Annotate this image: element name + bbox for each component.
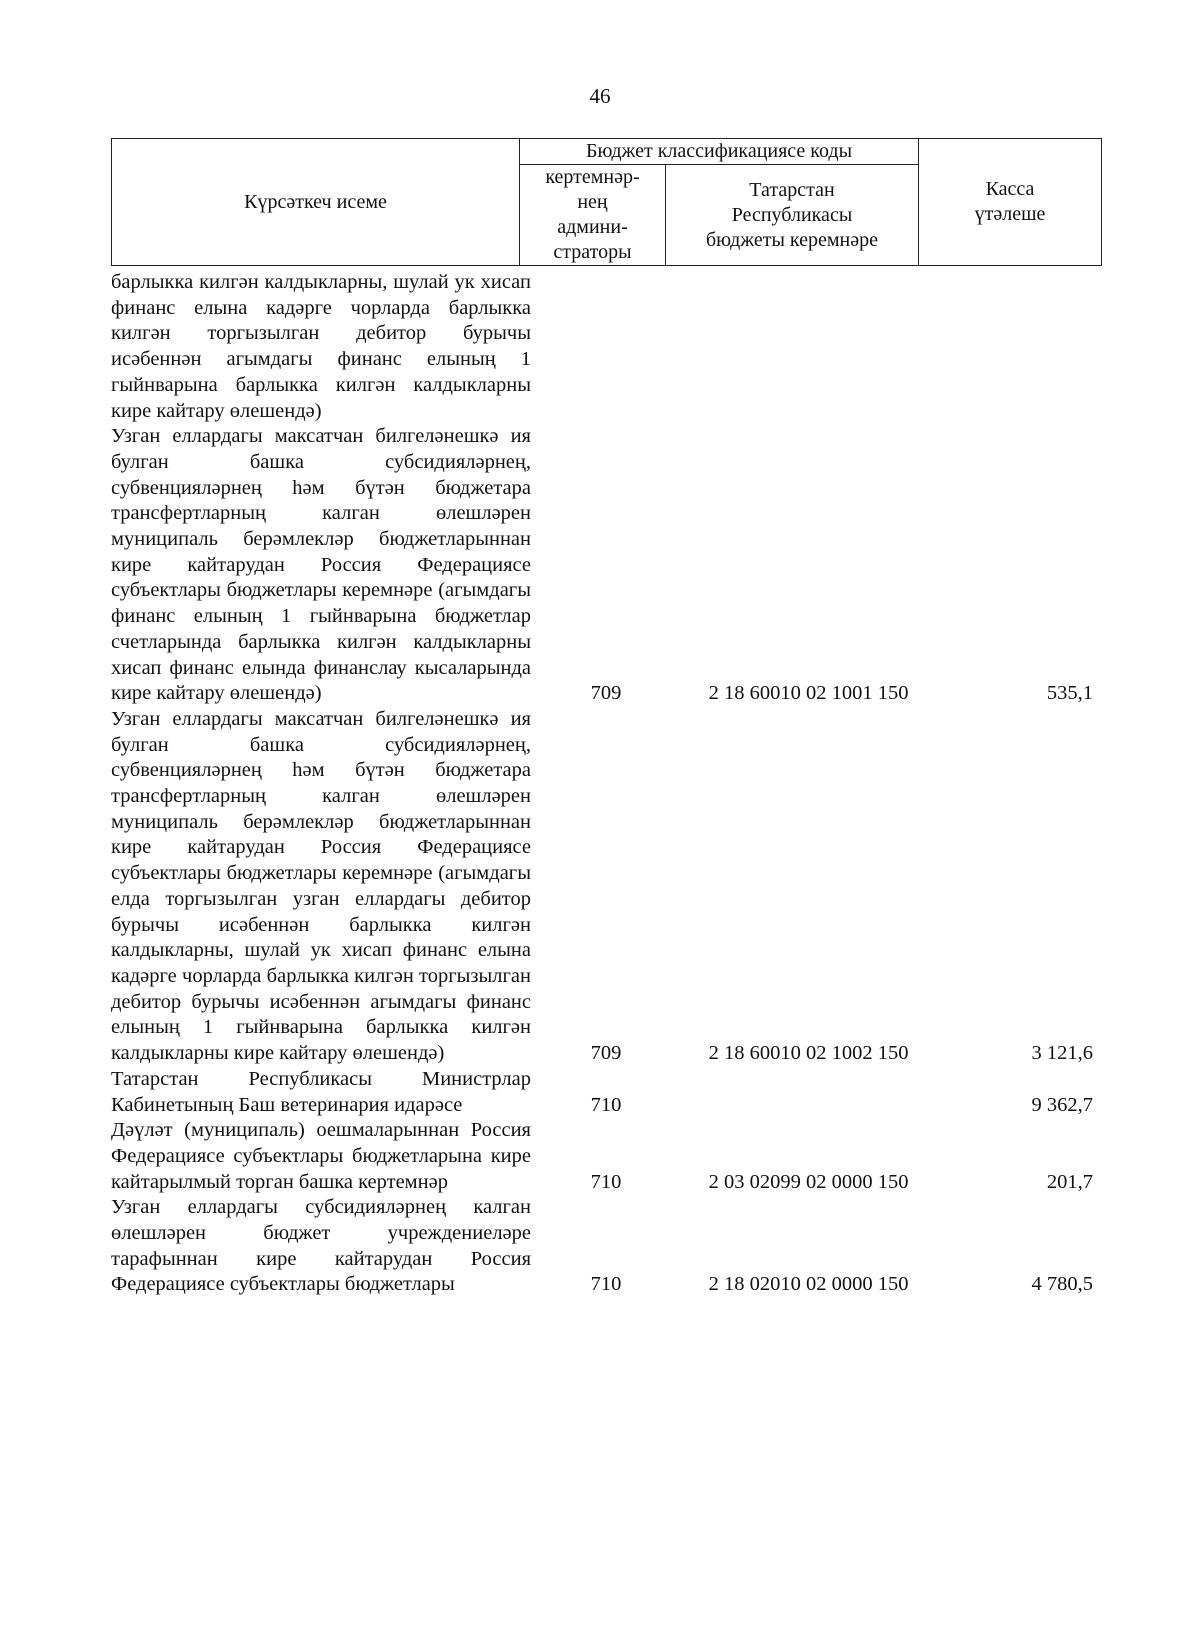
- row-budget-code: 2 18 60010 02 1002 150: [708, 1042, 909, 1065]
- row-name: Узган еллардагы субсидияләрнең калган өлешләрен бюджет учреждениеләре тарафыннан кире кайтарудан Россия Федерациясе субъектлары бюджетлары: [111, 1196, 531, 1296]
- header-budget-classification: Бюджет классификациясе коды: [520, 139, 919, 165]
- table-header: [111, 138, 1102, 266]
- row-admin-code: 710: [590, 1093, 622, 1116]
- row-admin-code: 709: [590, 682, 622, 705]
- row-amount: 3 121,6: [1031, 1042, 1093, 1065]
- row-name: Дәүләт (муниципаль) оешмаларыннан Россия Федерациясе субъектлары бюджетларына кире кайтарылмый торган башка кертемнәр: [111, 1119, 531, 1193]
- row-admin-code: 710: [590, 1170, 622, 1193]
- row-amount: 9 362,7: [1031, 1093, 1093, 1116]
- page-number: 46: [589, 84, 611, 108]
- table-row: [111, 1067, 1101, 1118]
- table-body: [111, 270, 1101, 1298]
- row-amount: 4 780,5: [1031, 1273, 1093, 1296]
- row-admin-code: 709: [590, 1042, 622, 1065]
- header-indicator-name: Күрсәткеч исеме: [112, 139, 520, 266]
- row-amount: 201,7: [1046, 1170, 1093, 1193]
- header-tatarstan-budget-revenues: Татарстан Республикасы бюджеты керемнәре: [666, 165, 919, 266]
- row-budget-code: 2 03 02099 02 0000 150: [708, 1170, 909, 1193]
- row-budget-code: 2 18 60010 02 1001 150: [708, 682, 909, 705]
- row-name: Узган еллардагы максатчан билгеләнешкә ия булган башка субсидияләрнең, субвенцияләрнең һәм бүтән бюджетара трансфертларның калган өлешләрен муниципаль берәмлекләр бюджетларыннан кире кайтарудан Россия Федерациясе субъектлары бюджетлары керемнәре (агымдагы елда торгызылган узган еллардагы дебитор бурычы исәбеннән барлыкка килгән калдыкларны, шулай ук хисап финанс елына кадәрге чорларда барлыкка килгән торгызылган дебитор бурычы исәбеннән агымдагы финанс елының 1 гыйнварына барлыкка килгән калдыкларны кире кайтару өлешендә): [111, 707, 531, 1065]
- header-cash-execution: Касса үтәлеше: [919, 139, 1102, 266]
- row-name: Татарстан Республикасы Министрлар Кабинетының Баш ветеринария идарәсе: [111, 1067, 531, 1116]
- row-name: барлыкка килгән калдыкларны, шулай ук хисап финанс елына кадәрге чорларда барлыкка килгән торгызылган дебитор бурычы исәбеннән агымдагы финанс елының 1 гыйнварына барлыкка килгән калдыкларны кире кайтару өлешендә): [111, 271, 531, 422]
- row-amount: 535,1: [1046, 682, 1093, 705]
- row-admin-code: 710: [590, 1273, 622, 1296]
- header-revenue-administrators: кертемнәр- нең админи- страторы: [520, 165, 666, 266]
- table-row: [111, 707, 1101, 1067]
- row-name: Узган еллардагы максатчан билгеләнешкә ия булган башка субсидияләрнең, субвенцияләрнең һәм бүтән бюджетара трансфертларның калган өлешләрен муниципаль берәмлекләр бюджетларыннан кире кайтарудан Россия Федерациясе субъектлары бюджетлары керемнәре (агымдагы финанс елының 1 гыйнварына бюджетлар счетларында барлыкка килгән калдыкларны хисап финанс елында финанслау кысаларында кире кайтару өлешендә): [111, 425, 531, 705]
- table-row: [111, 1118, 1101, 1195]
- row-budget-code: 2 18 02010 02 0000 150: [708, 1273, 909, 1296]
- table-row: [111, 424, 1101, 707]
- table-row: [111, 270, 1101, 424]
- table-row: [111, 1195, 1101, 1298]
